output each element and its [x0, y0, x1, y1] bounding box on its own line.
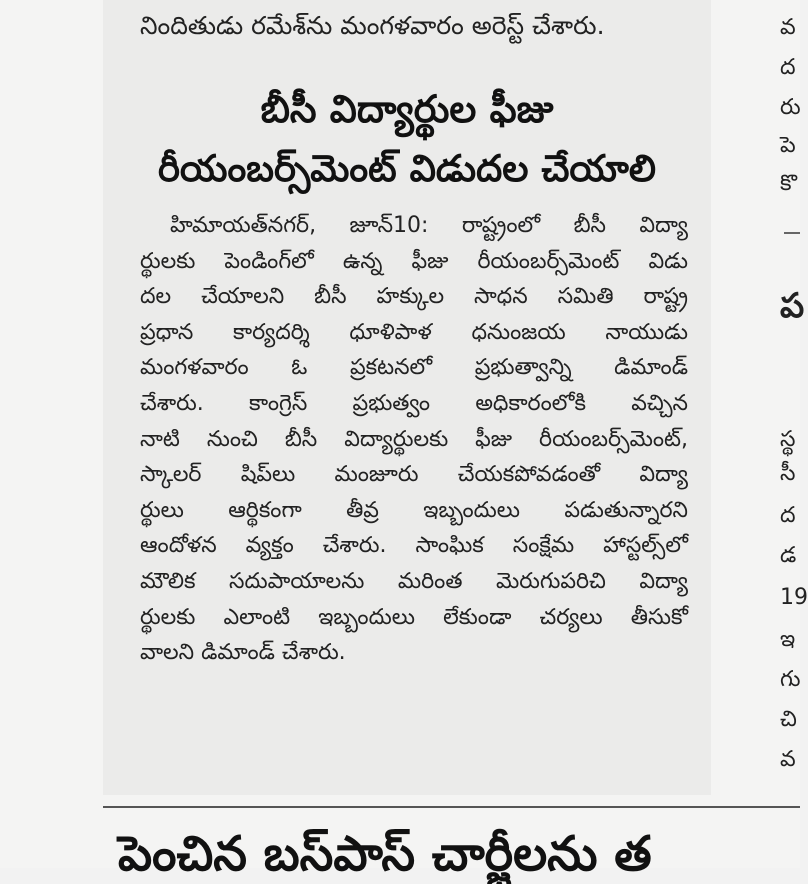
right-column-fragment: గు: [780, 667, 801, 692]
article-body: [140, 208, 688, 671]
right-column-fragment: ఇ: [780, 627, 796, 652]
previous-article-last-line: నిందితుడు రమేశ్‌ను మంగళవారం అరెస్ట్ చేశారు.: [140, 11, 605, 40]
right-column-fragment: ద: [780, 55, 796, 80]
body-line: స్కాలర్ షిప్‌లు మంజూరు చేయకపోవడంతో విద్యా: [140, 462, 688, 488]
right-column-fragment: కొ: [780, 171, 797, 196]
body-line: ప్రధాన కార్యదర్శి ధూళిపాళ ధనుంజయ నాయుడు: [140, 319, 688, 345]
right-column-fragment: డ: [780, 543, 797, 568]
body-line: ర్థులకు ఎలాంటి ఇబ్బందులు లేకుండా చర్యలు తీసుకో: [140, 604, 688, 630]
right-column-cropped-text: [780, 0, 808, 800]
body-line: మంగళవారం ఓ ప్రకటనలో ప్రభుత్వాన్ని డిమాండ్: [140, 355, 688, 381]
right-column-fragment: సీ: [780, 461, 796, 486]
body-line: దల చేయాలని బీసీ హక్కుల సాధన సమితి రాష్ట్ర: [140, 284, 688, 310]
next-article-headline: పెంచిన బస్‌పాస్ చార్జీలను త: [118, 826, 652, 882]
right-column-fragment: ప: [780, 286, 805, 326]
body-line: ర్థులకు పెండింగ్‌లో ఉన్న ఫీజు రీయంబర్స్‌మెంట్ విడు: [140, 248, 688, 274]
body-line: నాటి నుంచి బీసీ విద్యార్థులకు ఫీజు రీయంబర్స్‌మెంట్,: [140, 426, 688, 452]
right-column-fragment: 19: [780, 585, 808, 610]
body-line: ఆందోళన వ్యక్తం చేశారు. సాంఘిక సంక్షేమ హాస్టల్స్‌లో: [140, 533, 688, 559]
right-column-fragment: వ: [780, 747, 796, 772]
article-headline-line2: రీయంబర్స్‌మెంట్ విడుదల చేయాలి: [157, 147, 657, 190]
section-divider: [103, 806, 800, 808]
right-column-fragment: వ: [780, 15, 796, 40]
body-line: మౌలిక సదుపాయాలను మరింత మెరుగుపరిచి విద్యా: [140, 568, 688, 594]
article-headline-line1: బీసీ విద్యార్థుల ఫీజు: [260, 87, 554, 131]
body-line: వాలని డిమాండ్ చేశారు.: [140, 640, 346, 666]
right-column-fragment: చి: [780, 707, 797, 732]
right-column-divider: [784, 232, 800, 234]
right-column-fragment: రు: [780, 95, 801, 120]
body-line: చేశారు. కాంగ్రెస్ ప్రభుత్వం అధికారంలోకి వచ్చిన: [140, 390, 688, 416]
body-line: ర్థులు ఆర్థికంగా తీవ్ర ఇబ్బందులు పడుతున్నారని: [140, 497, 688, 523]
right-column-fragment: ద: [780, 503, 796, 528]
right-column-fragment: స్థ: [780, 427, 796, 452]
right-column-fragment: పె: [780, 133, 796, 158]
body-line: హిమాయత్‌నగర్, జూన్10: రాష్ట్రంలో బీసీ విద్యా: [170, 213, 688, 238]
